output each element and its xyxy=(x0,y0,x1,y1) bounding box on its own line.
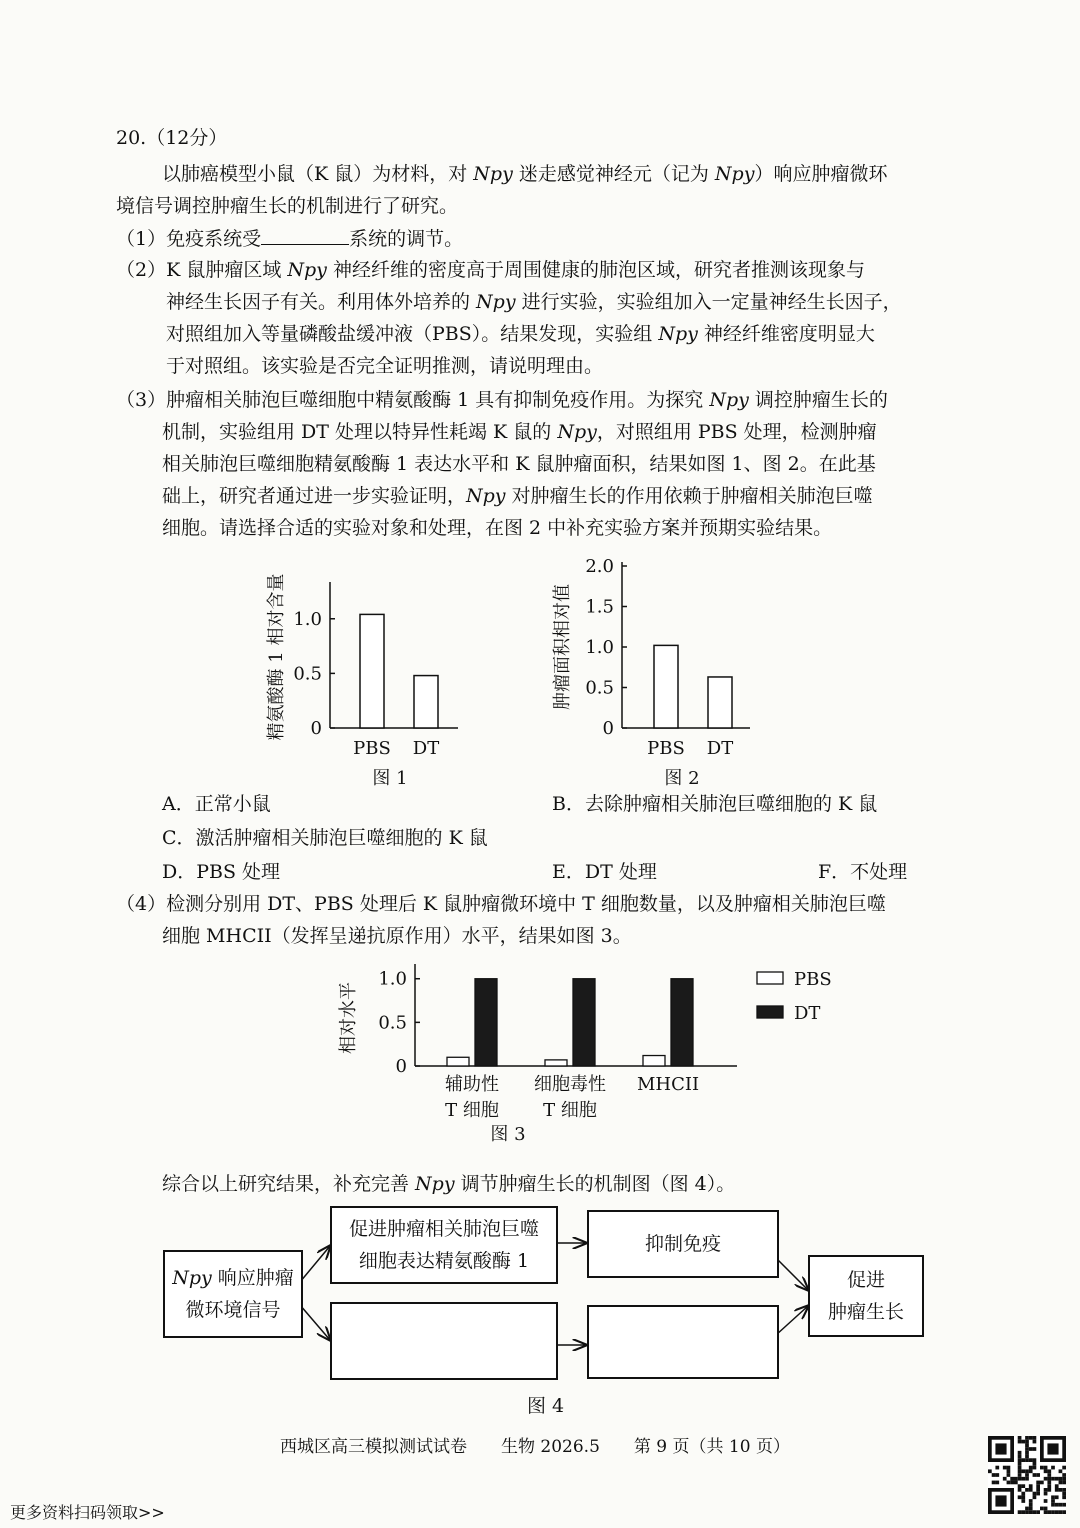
y-tick-label: 1.0 xyxy=(378,968,407,990)
y-axis-label: 肿瘤面积相对值 xyxy=(552,584,573,710)
figure-caption: 图 2 xyxy=(664,768,700,789)
part-3-line-2: 机制，实验组用 DT 处理以特异性耗竭 K 鼠的 Npy，对照组用 PBS 处理，检测肿瘤 xyxy=(162,421,877,443)
category-label: DT xyxy=(706,738,734,759)
option-c[interactable]: C．激活肿瘤相关肺泡巨噬细胞的 K 鼠 xyxy=(162,827,488,849)
intro-line-2: 境信号调控肿瘤生长的机制进行了研究。 xyxy=(116,195,459,217)
diagram-end-box: 促进 肿瘤生长 xyxy=(808,1255,924,1337)
part-3-line-1: （3）肿瘤相关肺泡巨噬细胞中精氨酸酶 1 具有抑制免疫作用。为探究 Npy 调控肿瘤生长的 xyxy=(116,389,888,411)
figure-4-caption: 图 4 xyxy=(527,1395,565,1417)
part-2-line-3: 对照组加入等量磷酸盐缓冲液（PBS）。结果发现，实验组 Npy 神经纤维密度明显大 xyxy=(166,323,875,345)
diagram-macrophage-box: 促进肿瘤相关肺泡巨噬 细胞表达精氨酸酶 1 xyxy=(330,1206,558,1284)
option-e[interactable]: E．DT 处理 xyxy=(552,861,657,883)
summary-line: 综合以上研究结果，补充完善 Npy 调节肿瘤生长的机制图（图 4）。 xyxy=(162,1173,736,1195)
y-axis-label: 相对水平 xyxy=(338,982,359,1054)
option-b[interactable]: B．去除肿瘤相关肺泡巨噬细胞的 K 鼠 xyxy=(552,793,878,815)
category-label: 细胞毒性 xyxy=(534,1074,606,1095)
diagram-suppress-immune-box: 抑制免疫 xyxy=(587,1210,779,1278)
diagram-start-box: Npy 响应肿瘤 微环境信号 xyxy=(163,1250,303,1338)
question-number: 20.（12分） xyxy=(116,127,228,149)
category-label: DT xyxy=(412,738,440,759)
category-label: MHCII xyxy=(636,1074,700,1095)
figure-caption: 图 1 xyxy=(372,768,408,789)
diagram-blank-box-1[interactable] xyxy=(330,1302,558,1380)
option-f[interactable]: F．不处理 xyxy=(818,861,908,883)
category-label: PBS xyxy=(353,738,391,759)
part-2-line-1: （2）K 鼠肿瘤区域 Npy 神经纤维的密度高于周围健康的肺泡区域，研究者推测该现象与 xyxy=(116,259,865,281)
y-tick-label: 2.0 xyxy=(585,556,614,577)
category-label: T 细胞 xyxy=(543,1100,597,1121)
y-axis-label: 精氨酸酶 1 相对含量 xyxy=(266,573,287,741)
part-1: （1）免疫系统受 系统的调节。 xyxy=(116,222,463,255)
y-tick-label: 0.5 xyxy=(378,1012,407,1034)
diagram-blank-box-2[interactable] xyxy=(587,1305,779,1379)
part-4-line-1: （4）检测分别用 DT、PBS 处理后 K 鼠肿瘤微环境中 T 细胞数量，以及肿瘤相关肺泡巨噬 xyxy=(116,893,886,915)
y-tick-label: 1.0 xyxy=(585,637,614,658)
part-4-line-2: 细胞 MHCII（发挥呈递抗原作用）水平，结果如图 3。 xyxy=(162,925,632,947)
legend-label-PBS: PBS xyxy=(794,969,832,990)
category-label: T 细胞 xyxy=(445,1100,499,1121)
y-tick-label: 0 xyxy=(602,718,614,739)
legend-label-DT: DT xyxy=(794,1003,821,1024)
part-3-line-4: 础上，研究者通过进一步实验证明，Npy 对肿瘤生长的作用依赖于肿瘤相关肺泡巨噬 xyxy=(162,485,873,507)
y-tick-label: 0.5 xyxy=(293,663,322,685)
option-d[interactable]: D．PBS 处理 xyxy=(162,861,281,883)
part-2-line-4: 于对照组。该实验是否完全证明推测，请说明理由。 xyxy=(166,355,604,377)
y-tick-label: 0.5 xyxy=(585,677,614,699)
part-3-line-3: 相关肺泡巨噬细胞精氨酸酶 1 表达水平和 K 鼠肿瘤面积，结果如图 1、图 2。在此基 xyxy=(162,453,876,475)
qr-code-icon[interactable] xyxy=(988,1436,1066,1514)
page-footer: 西城区高三模拟测试试卷 生物 2026.5 第 9 页（共 10 页） xyxy=(280,1437,790,1457)
arrow-start-to-top xyxy=(300,1246,330,1282)
y-tick-label: 0 xyxy=(310,718,322,739)
category-label: PBS xyxy=(647,738,685,759)
y-tick-label: 1.0 xyxy=(293,608,322,630)
category-label: 辅助性 xyxy=(445,1074,499,1095)
more-resources-link[interactable]: 更多资料扫码领取>> xyxy=(10,1503,165,1522)
option-a[interactable]: A．正常小鼠 xyxy=(162,793,271,815)
intro-line-1: 以肺癌模型小鼠（K 鼠）为材料，对 Npy 迷走感觉神经元（记为 Npy）响应肿瘤微环 xyxy=(162,163,888,185)
arrow-bottom-right-to-end xyxy=(776,1306,808,1335)
figure-caption: 图 3 xyxy=(490,1124,526,1145)
y-tick-label: 1.5 xyxy=(585,596,614,618)
arrow-top-right-to-end xyxy=(776,1258,808,1290)
part-3-line-5: 细胞。请选择合适的实验对象和处理，在图 2 中补充实验方案并预期实验结果。 xyxy=(162,517,833,539)
y-tick-label: 0 xyxy=(395,1056,407,1077)
part-2-line-2: 神经生长因子有关。利用体外培养的 Npy 进行实验，实验组加入一定量神经生长因子， xyxy=(166,291,902,313)
arrow-start-to-bottom xyxy=(300,1305,330,1340)
